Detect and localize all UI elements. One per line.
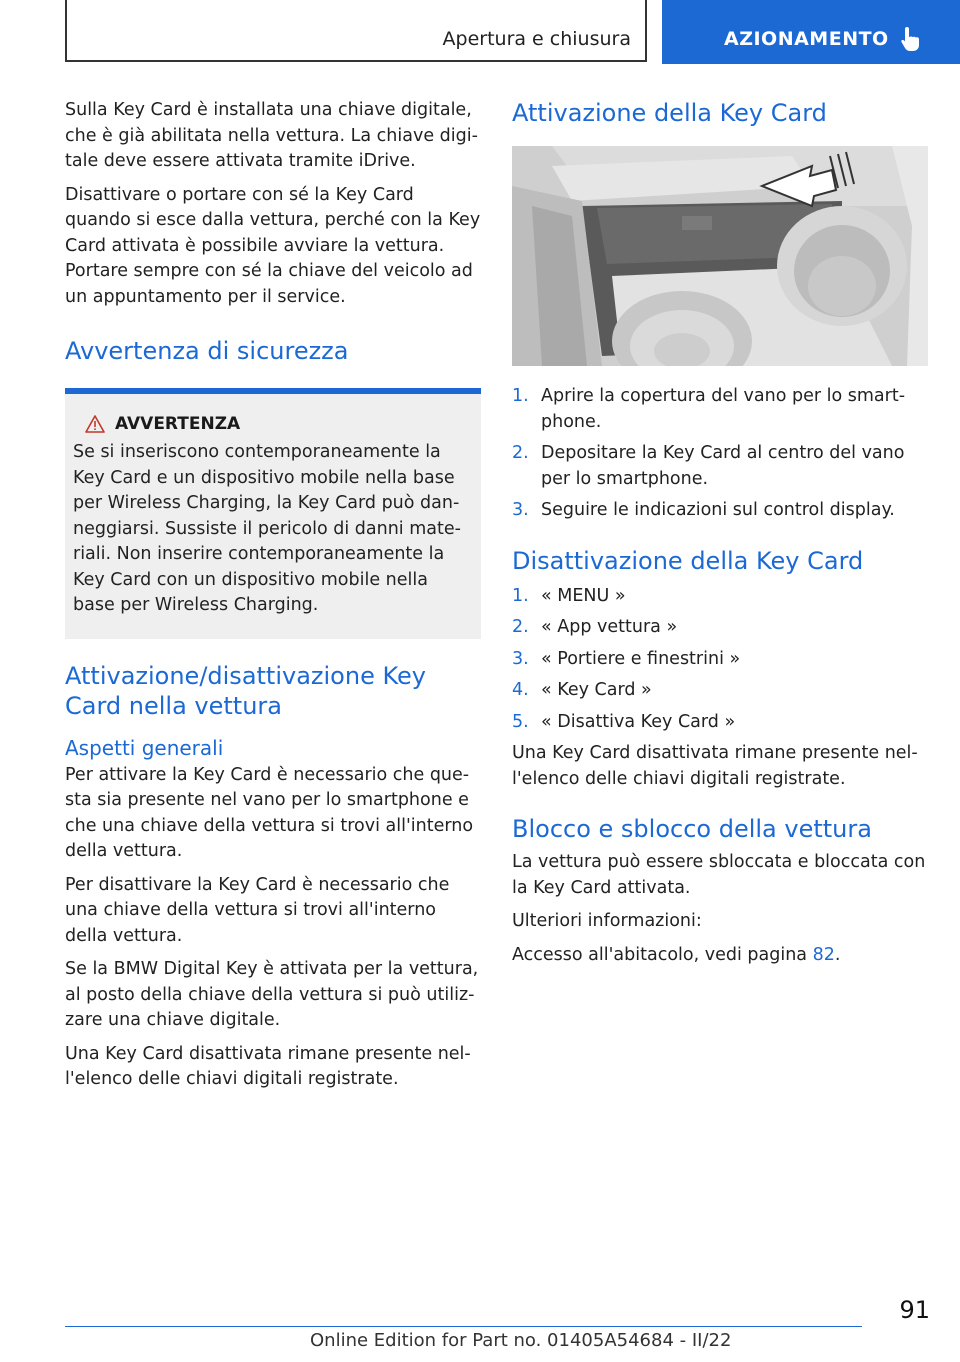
general-heading: Aspetti generali — [65, 735, 224, 760]
warning-label: AVVERTENZA — [115, 414, 241, 434]
warning-title — [73, 414, 473, 434]
list-item: 1. « MENU » — [512, 585, 626, 606]
header-section-box — [65, 0, 647, 62]
list-item: 1. Aprire la copertura del vano per lo smart-phone. — [512, 386, 906, 432]
safety-heading: Avvertenza di sicurezza — [65, 337, 349, 365]
page-number: 91 — [899, 1296, 930, 1324]
general-paragraph-1: Per attivare la Key Card è necessario che que-sta sia presente nel vano per lo smartphone e che una chiave della vettura si trovi all'interno della vettura. — [65, 764, 474, 861]
lock-paragraph-1: La vettura può essere sbloccata e bloccata con la Key Card attivata. — [512, 852, 926, 898]
header-section-title: Apertura e chiusura — [442, 28, 631, 50]
intro-paragraph-2: Disattivare o portare con sé la Key Card quando si esce dalla vettura, perché con la Key Card attivata è possibile avviare la vettura. Portare sempre con sé la chiave del veicolo ad un appuntamento per il service. — [65, 184, 481, 307]
list-item: 5. « Disattiva Key Card » — [512, 711, 736, 732]
hand-pointer-icon — [899, 26, 923, 52]
intro-paragraph-1: Sulla Key Card è installata una chiave digitale, che è già abilitata nella vettura. La chiave digi-tale deve essere attivata tramite iDrive. — [65, 100, 478, 171]
footer-rule — [65, 1326, 862, 1327]
activation-heading: Attivazione/disattivazione Key Card nella vettura — [65, 661, 426, 720]
header-chapter-tab — [662, 0, 960, 64]
header-chapter-label: AZIONAMENTO — [724, 28, 889, 50]
warning-triangle-icon — [85, 415, 105, 433]
general-paragraph-4: Una Key Card disattivata rimane presente nel-l'elenco delle chiavi digitali registrate. — [65, 1043, 471, 1089]
activate-steps-list — [512, 384, 928, 524]
warning-box — [65, 388, 481, 639]
page-link[interactable]: 82 — [812, 944, 835, 965]
smartphone-tray-photo — [512, 146, 928, 366]
list-item: 2. Depositare la Key Card al centro del vano per lo smartphone. — [512, 443, 905, 489]
warning-text: Se si inseriscono contemporaneamente la Key Card e un dispositivo mobile nella base per Wireless Charging, la Key Card può dan-neggiarsi. Sussiste il pericolo di danni mate-riali. Non inserire contemporaneamente la Key Card con un dispositivo mobile nella base per Wireless Charging. — [73, 442, 461, 615]
list-item: 2. « App vettura » — [512, 617, 678, 637]
lock-unlock-heading: Blocco e sblocco della vettura — [512, 815, 872, 843]
page-header — [65, 0, 960, 64]
right-column — [512, 98, 928, 976]
list-item: 3. Seguire le indicazioni sul control display. — [512, 500, 895, 520]
lock-paragraph-3: Accesso all'abitacolo, vedi pagina 82. — [512, 944, 841, 965]
lock-paragraph-2: Ulteriori informazioni: — [512, 911, 702, 931]
deactivate-steps-list — [512, 584, 928, 736]
deactivate-note: Una Key Card disattivata rimane presente nel-l'elenco delle chiavi digitali registrate. — [512, 743, 918, 789]
activate-key-card-heading: Attivazione della Key Card — [512, 99, 827, 127]
general-paragraph-3: Se la BMW Digital Key è attivata per la vettura, al posto della chiave della vettura si può utiliz-zare una chiave digitale. — [65, 959, 479, 1030]
footer-edition: Online Edition for Part no. 01405A54684 - II/22 — [310, 1330, 732, 1351]
deactivate-key-card-heading: Disattivazione della Key Card — [512, 546, 864, 575]
general-paragraph-2: Per disattivare la Key Card è necessario che una chiave della vettura si trovi all'interno della vettura. — [65, 874, 450, 946]
left-column — [65, 98, 481, 1101]
list-item: 3. « Portiere e finestrini » — [512, 648, 741, 669]
list-item: 4. « Key Card » — [512, 680, 652, 700]
